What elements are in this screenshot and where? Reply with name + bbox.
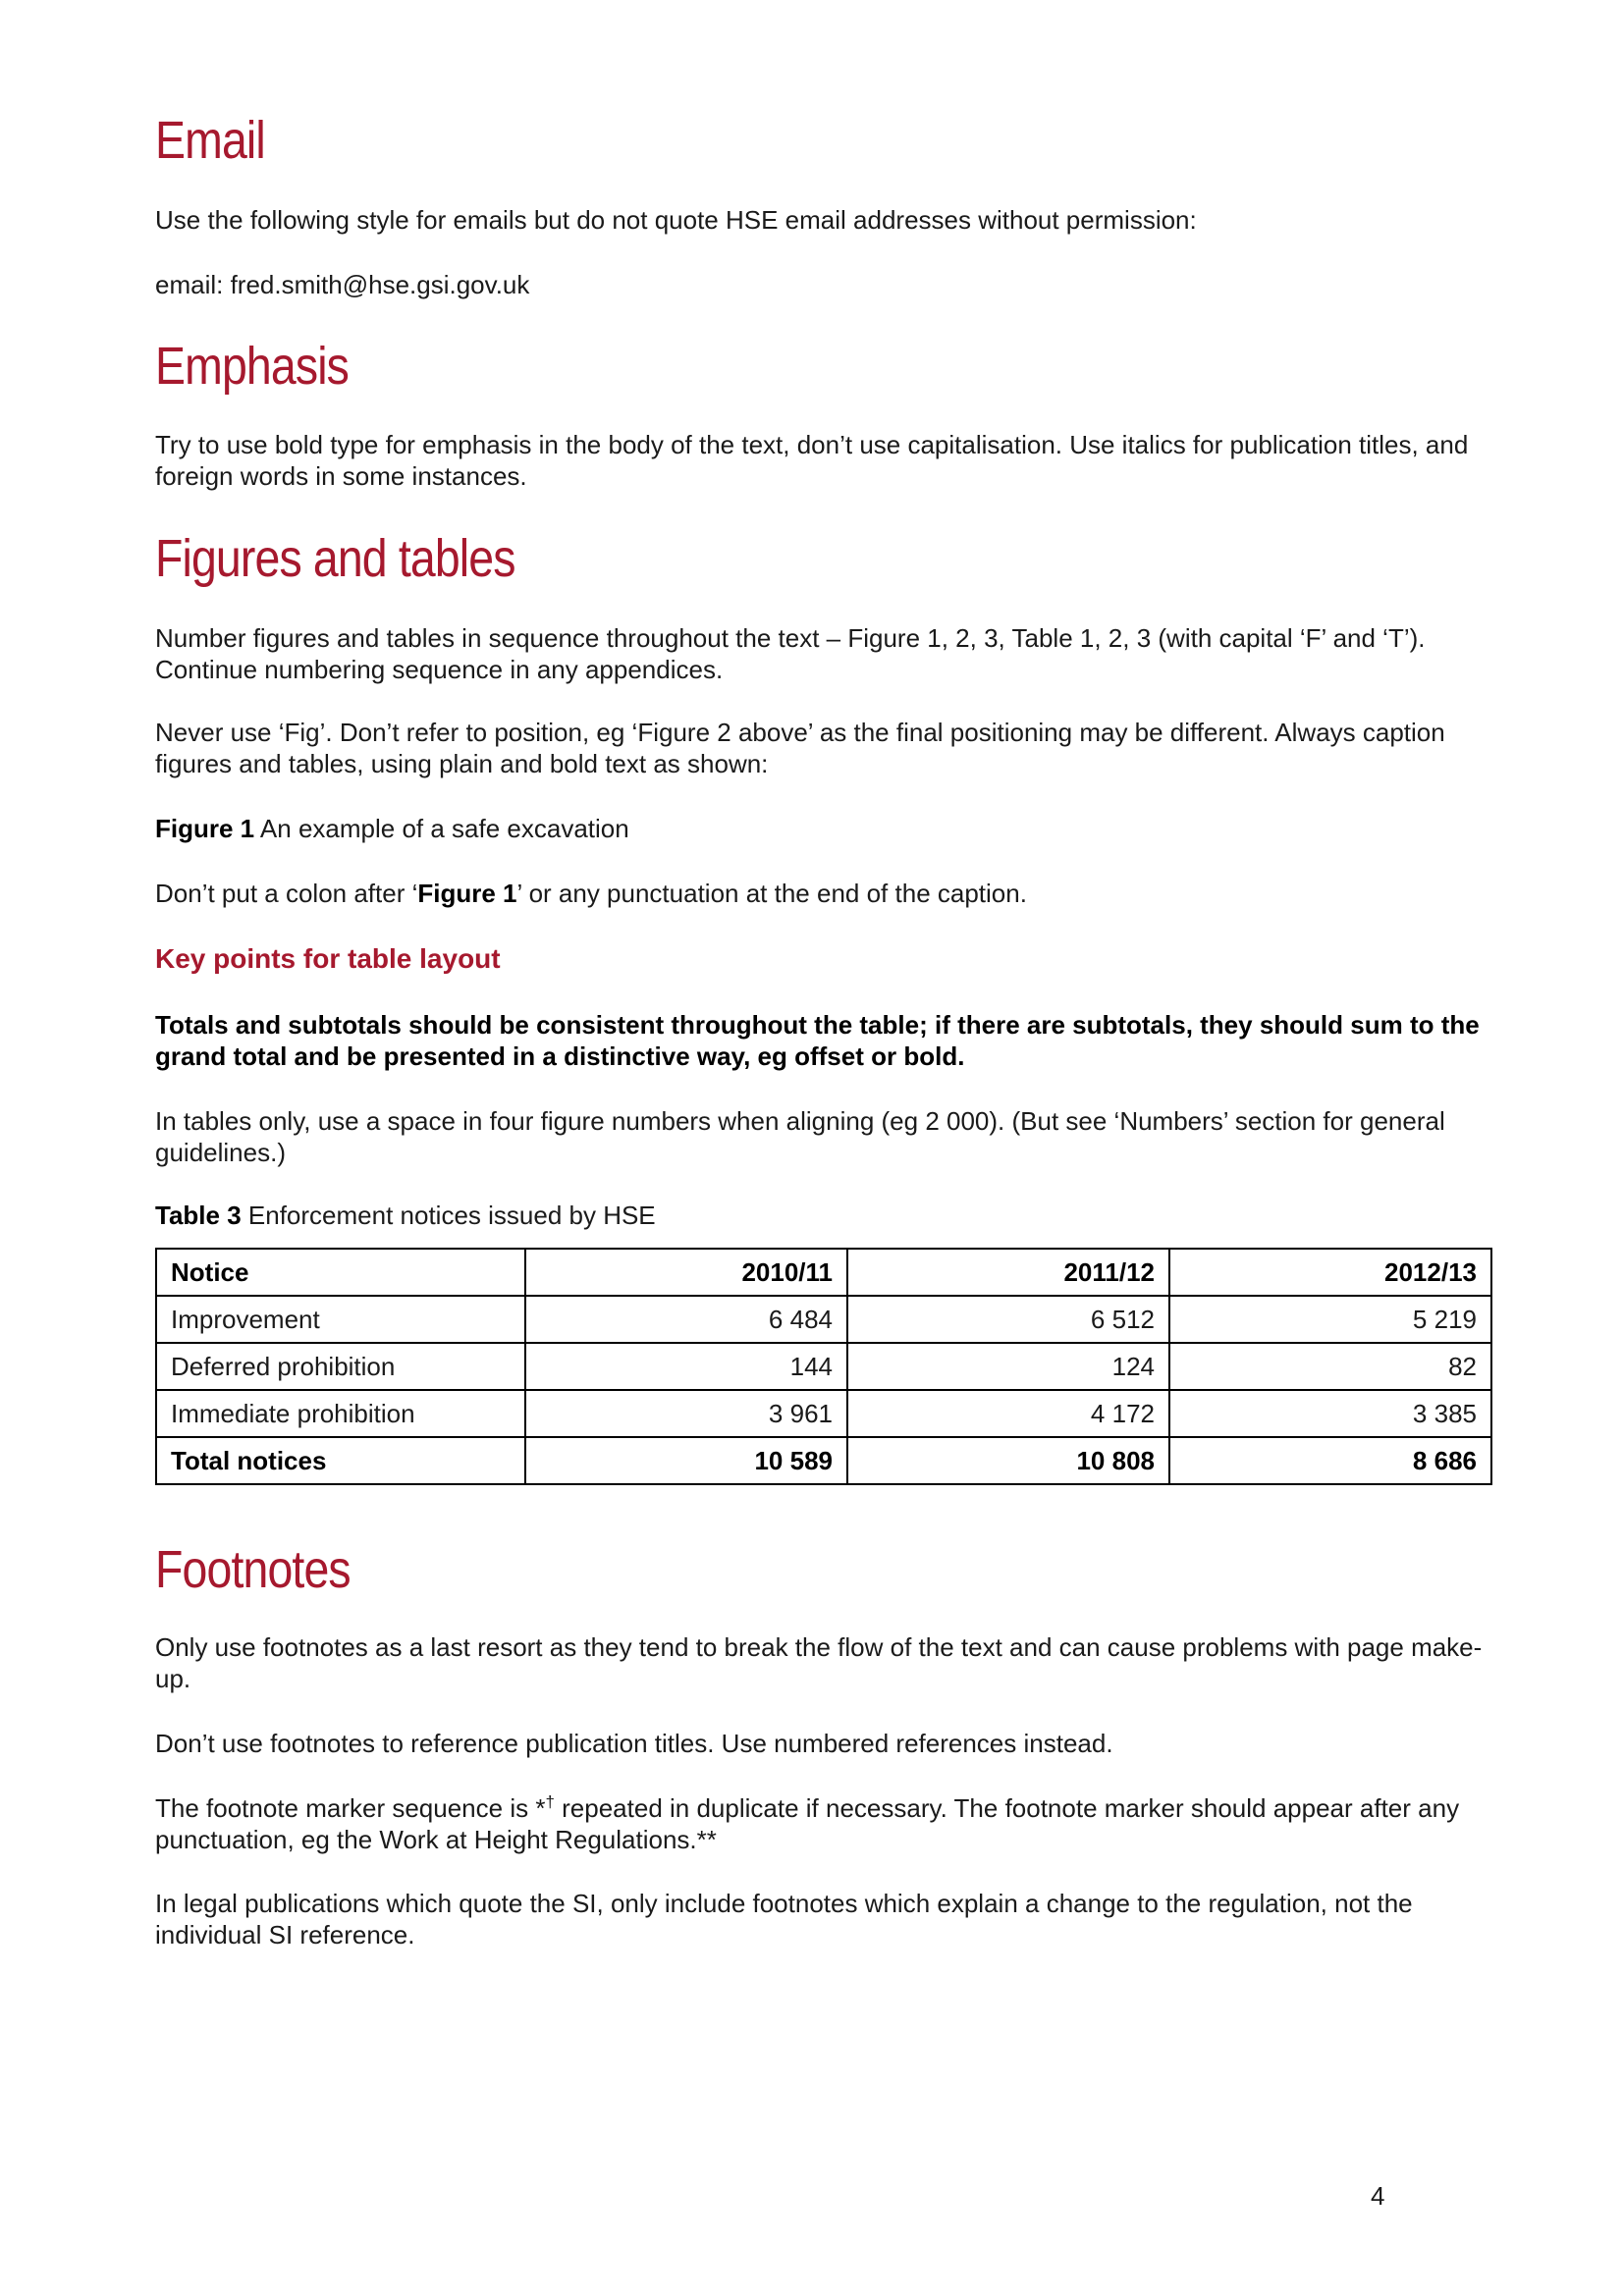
table-cell: 6 484 xyxy=(525,1296,847,1343)
table-cell: Immediate prohibition xyxy=(156,1390,525,1437)
footnotes-paragraph-1: Only use footnotes as a last resort as they tend to break the flow of the text and can cause problems with page make-up. xyxy=(155,1632,1483,1693)
table-spacing-paragraph: In tables only, use a space in four figure numbers when aligning (eg 2 000). (But see ‘Numbers’ section for general guidelines.) xyxy=(155,1106,1445,1167)
table-cell: 124 xyxy=(847,1343,1169,1390)
table-cell: 6 512 xyxy=(847,1296,1169,1343)
table-total-cell: 8 686 xyxy=(1169,1437,1491,1484)
table-cell: 3 961 xyxy=(525,1390,847,1437)
figures-position-paragraph: Never use ‘Fig’. Don’t refer to position, eg ‘Figure 2 above’ as the final positioning may be different. Always caption figures and tables, using plain and bold text as shown: xyxy=(155,718,1445,778)
table-header-row xyxy=(156,1249,1491,1296)
footnotes-paragraph-3 xyxy=(155,1792,1490,1855)
table-header-cell: 2010/11 xyxy=(525,1249,847,1296)
heading-emphasis: Emphasis xyxy=(155,337,350,396)
table-row xyxy=(156,1343,1491,1390)
heading-figures-and-tables: Figures and tables xyxy=(155,529,515,588)
footnotes-paragraph-2: Don’t use footnotes to reference publication titles. Use numbered references instead. xyxy=(155,1729,1113,1758)
table-total-cell: 10 808 xyxy=(847,1437,1169,1484)
table-cell: 4 172 xyxy=(847,1390,1169,1437)
table-header-cell: 2012/13 xyxy=(1169,1249,1491,1296)
table-cell: 5 219 xyxy=(1169,1296,1491,1343)
colon-rule-post: ’ or any punctuation at the end of the caption. xyxy=(516,879,1027,908)
heading-email: Email xyxy=(155,111,265,170)
table-cell: 144 xyxy=(525,1343,847,1390)
figures-numbering-paragraph: Number figures and tables in sequence throughout the text – Figure 1, 2, 3, Table 1, 2, 3 (with capital ‘F’ and ‘T’). Continue numbering sequence in any appendices. xyxy=(155,623,1426,684)
table-header-cell: 2011/12 xyxy=(847,1249,1169,1296)
table-cell: Deferred prohibition xyxy=(156,1343,525,1390)
table-total-row xyxy=(156,1437,1491,1484)
colon-rule-paragraph xyxy=(155,878,1490,909)
email-paragraph: Use the following style for emails but do not quote HSE email addresses without permission: xyxy=(155,205,1197,235)
table-row xyxy=(156,1390,1491,1437)
footnote-marker-post: repeated in duplicate if necessary. The footnote marker should appear after any punctuation, eg the Work at Height Regulations.** xyxy=(155,1793,1460,1854)
table-cell: Improvement xyxy=(156,1296,525,1343)
dagger-marker: † xyxy=(545,1792,555,1811)
footnote-marker-pre: The footnote marker sequence is * xyxy=(155,1793,546,1823)
table-header-cell: Notice xyxy=(156,1249,525,1296)
table-total-cell: Total notices xyxy=(156,1437,525,1484)
table-row xyxy=(156,1296,1491,1343)
figure-caption-label: Figure 1 xyxy=(155,814,255,843)
figure-caption-example xyxy=(155,813,1490,844)
emphasis-paragraph: Try to use bold type for emphasis in the body of the text, don’t use capitalisation. Use italics for publication titles, and foreign words in some instances. xyxy=(155,430,1469,491)
table-caption xyxy=(155,1200,1490,1231)
email-example: email: fred.smith@hse.gsi.gov.uk xyxy=(155,270,530,299)
totals-bold-paragraph: Totals and subtotals should be consistent throughout the table; if there are subtotals, they should sum to the grand total and be presented in a distinctive way, eg offset or bold. xyxy=(155,1010,1480,1071)
heading-footnotes: Footnotes xyxy=(155,1540,351,1599)
table-cell: 3 385 xyxy=(1169,1390,1491,1437)
table-cell: 82 xyxy=(1169,1343,1491,1390)
figure-caption-text: An example of a safe excavation xyxy=(254,814,629,843)
enforcement-notices-table xyxy=(155,1248,1492,1485)
colon-rule-pre: Don’t put a colon after ‘ xyxy=(155,879,418,908)
subheading-table-layout: Key points for table layout xyxy=(155,943,501,974)
footnotes-paragraph-4: In legal publications which quote the SI, only include footnotes which explain a change to the regulation, not the individual SI reference. xyxy=(155,1889,1413,1949)
table-caption-label: Table 3 xyxy=(155,1201,242,1230)
table-caption-text: Enforcement notices issued by HSE xyxy=(241,1201,656,1230)
table-total-cell: 10 589 xyxy=(525,1437,847,1484)
page-number: 4 xyxy=(1371,2181,1385,2211)
colon-rule-bold: Figure 1 xyxy=(417,879,517,908)
